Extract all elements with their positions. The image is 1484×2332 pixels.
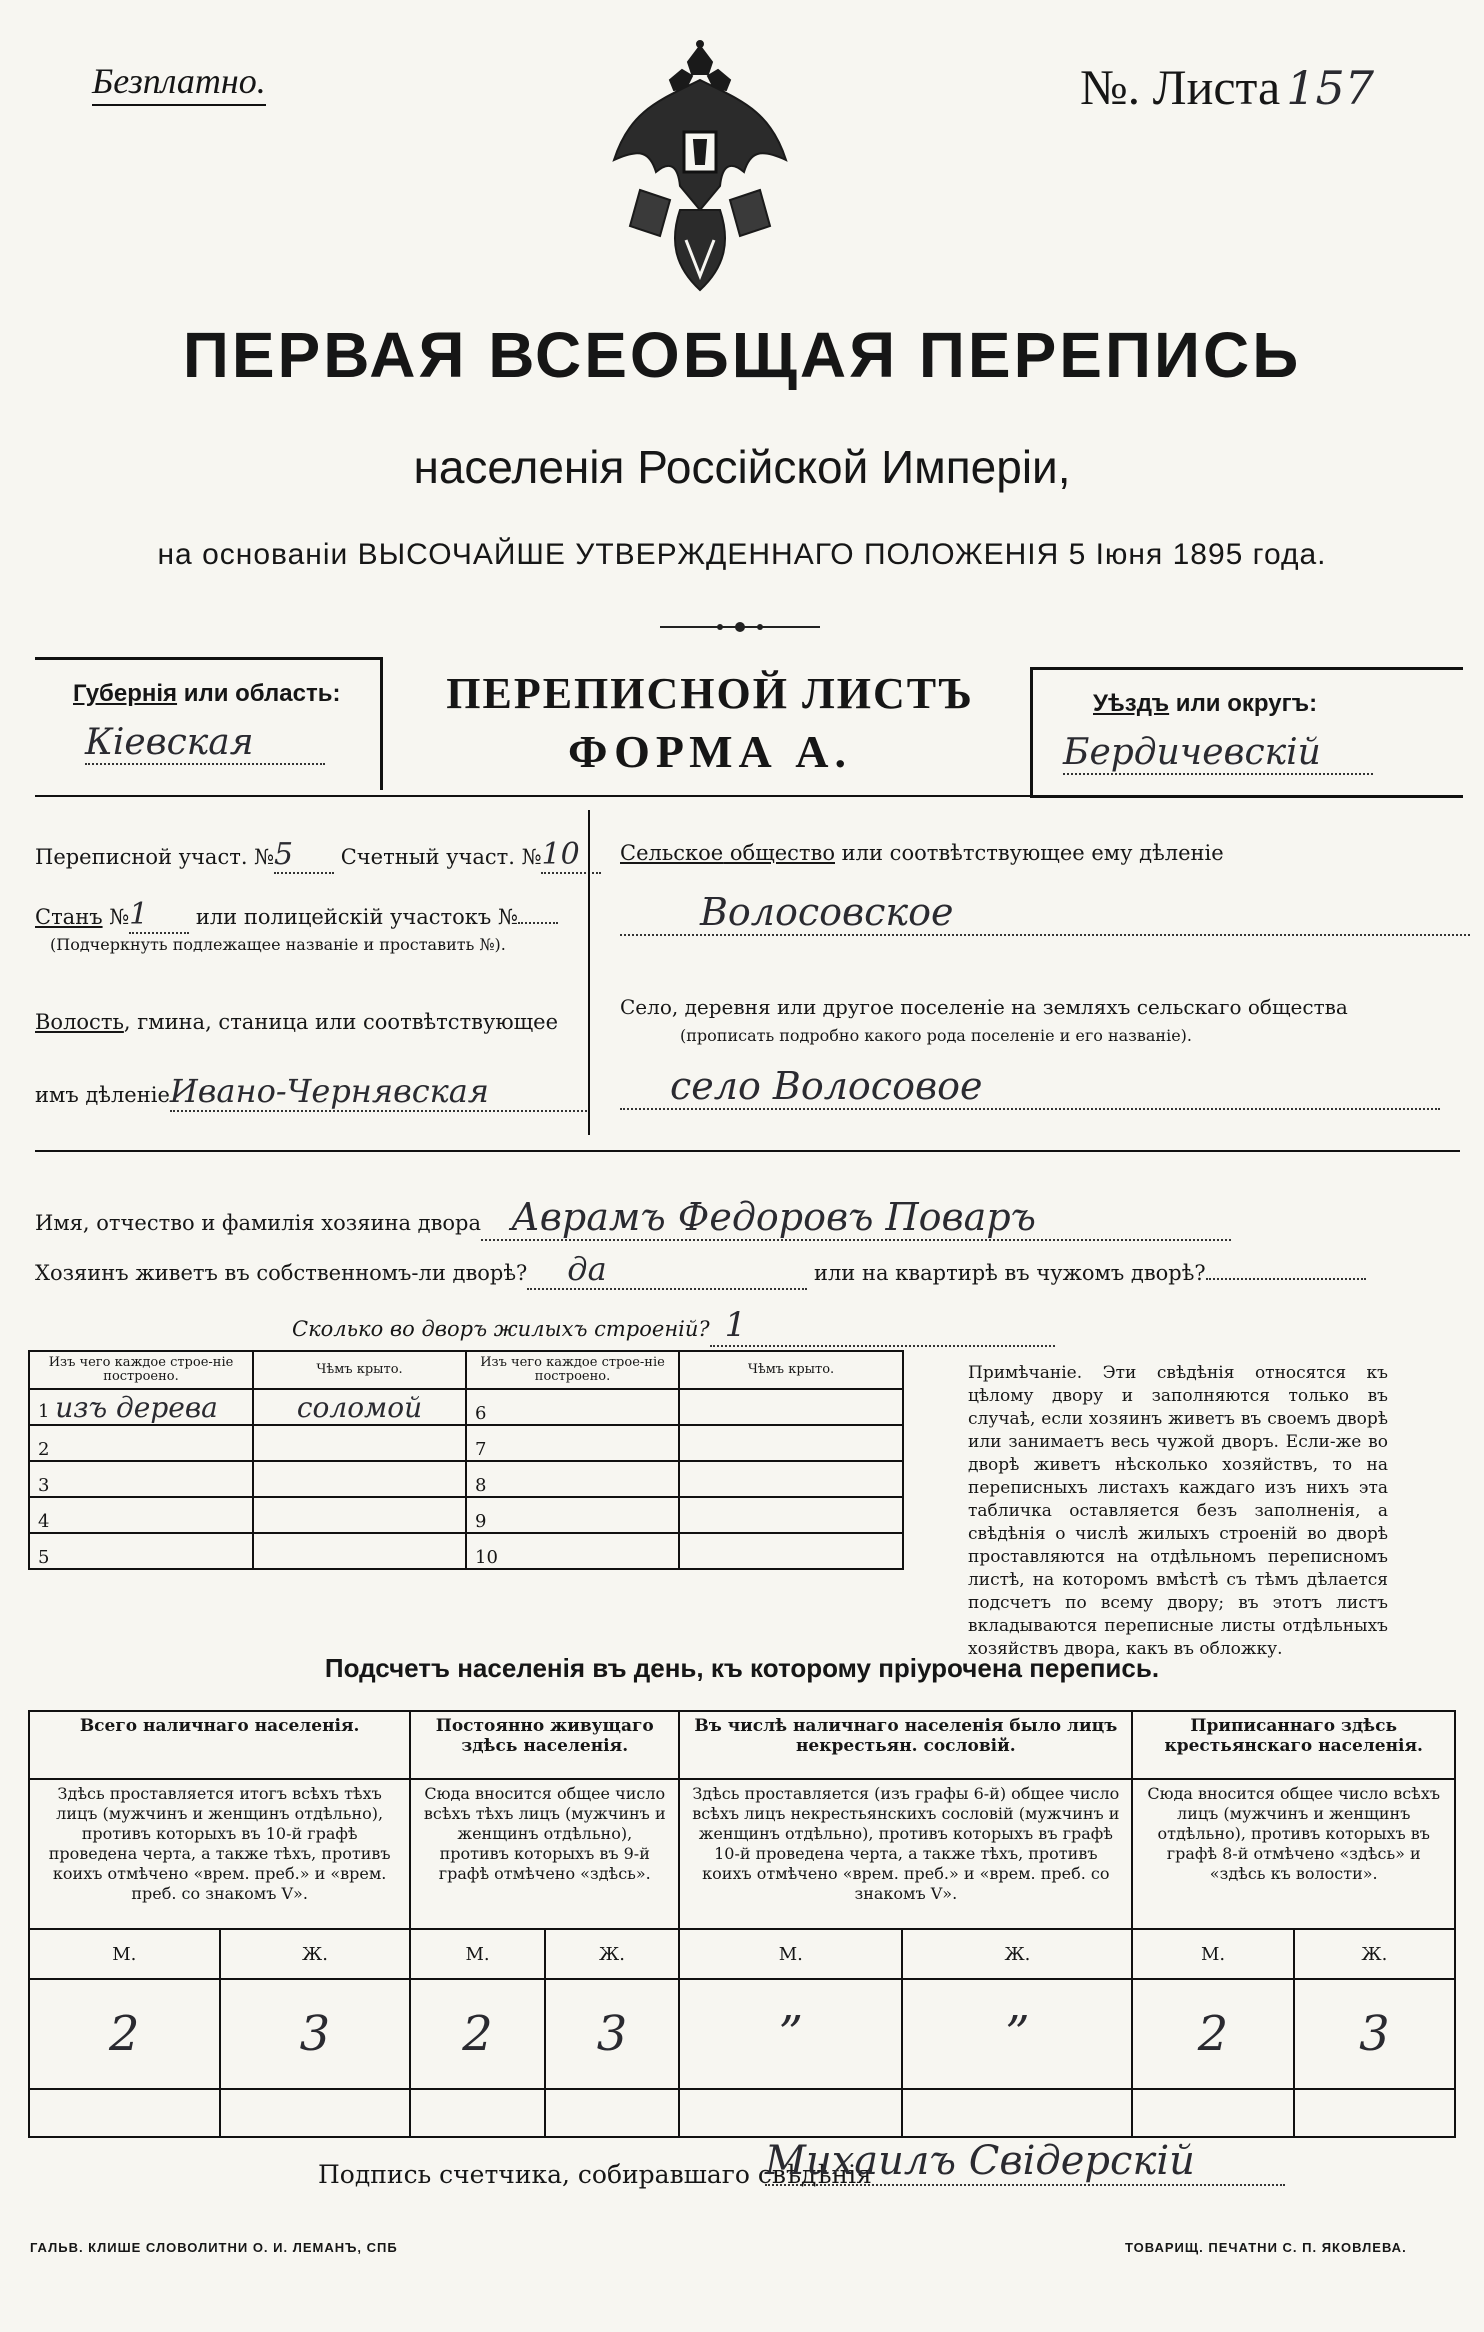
material-1: 1 изъ дерева — [29, 1389, 253, 1425]
population-sex-row — [29, 1929, 1455, 1979]
owner-name-value: Аврамъ Федоровъ Поваръ — [481, 1195, 1231, 1241]
selo-note: (прописать подробно какого рода поселеніе и его названіе). — [680, 1026, 1192, 1045]
schet-value: 10 — [541, 837, 601, 874]
material-3: 3 — [29, 1461, 253, 1497]
owner-lives-value: да — [527, 1250, 807, 1290]
sex-f-3: Ж. — [902, 1929, 1132, 1979]
uezd-box — [1030, 667, 1463, 798]
material-5: 5 — [29, 1533, 253, 1569]
uezd-label: Уѣздъ или округъ: — [1093, 690, 1318, 717]
volost-value: Ивано-Чернявская — [170, 1072, 590, 1112]
volost-line-2: имъ дѣленіеИвано-Чернявская — [35, 1072, 590, 1112]
stan-row: Станъ №1 или полицейскій участокъ № — [35, 897, 558, 934]
population-desc-row — [29, 1779, 1455, 1929]
pop-head-permanent: Постоянно живущаго здѣсь населенія. — [410, 1711, 679, 1779]
legal-basis: на основаніи ВЫСОЧАЙШЕ УТВЕРЖДЕННАГО ПОЛОЖЕНІЯ 5 Іюня 1895 года. — [157, 538, 1327, 571]
guberniya-label: Губернія или область: — [73, 680, 341, 707]
signature-label: Подпись счетчика, собиравшаго свѣдѣнія — [318, 2160, 872, 2189]
fields-separator — [35, 1150, 1460, 1152]
population-title: Подсчетъ населенія въ день, къ которому пріурочена перепись. — [324, 1653, 1160, 1683]
roof-4 — [253, 1497, 466, 1533]
obshchestvo-value: Волосовское — [620, 890, 1470, 936]
roof-7 — [679, 1425, 903, 1461]
roof-1: соломой — [253, 1389, 466, 1425]
population-value-row — [29, 1979, 1455, 2089]
sheet-number-value: 157 — [1286, 61, 1374, 115]
value-m-permanent: 2 — [410, 1979, 544, 2089]
population-table — [28, 1710, 1456, 2138]
roof-2 — [253, 1425, 466, 1461]
buildings-row-1 — [29, 1389, 903, 1425]
stan-note: (Подчеркнуть подлежащее названіе и проставить №). — [50, 935, 506, 954]
buildings-row-3 — [29, 1461, 903, 1497]
buildings-count-row: Сколько во дворъ жилыхъ строеній? 1 — [292, 1305, 1055, 1347]
buildings-header-row — [29, 1351, 903, 1389]
sex-m-3: М. — [679, 1929, 902, 1979]
buildings-note: Примѣчаніе. Эти свѣдѣнія относятся къ цѣлому двору и заполняются только въ случаѣ, если хозяинъ живетъ въ своемъ дворѣ или занимаетъ весь чужой дворъ. Если-же во дворѣ живетъ нѣсколько хозяйствъ, то на переписныхъ листахъ каждаго изъ нихъ эта табличка оставляется безъ заполненія, а свѣдѣнія о числѣ жилыхъ строеній во дворѣ проставляются на отдѣльномъ переписномъ листѣ, на которомъ вмѣстѣ съ тѣмъ дѣлается подсчетъ по всему двору; въ этотъ листъ вкладываются переписные листы отдѣльныхъ хозяйствъ двора, какъ въ обложку. — [968, 1363, 1388, 1659]
sex-m-2: М. — [410, 1929, 544, 1979]
population-header-row — [29, 1711, 1455, 1779]
material-2: 2 — [29, 1425, 253, 1461]
header-separator — [35, 795, 1460, 797]
pop-desc-non-peasant: Здѣсь проставляется (изъ графы 6-й) общее число всѣхъ лицъ некрестьянскихъ сословій (мужчинъ и женщинъ отдѣльно), противъ которыхъ въ графѣ 10-й проведена черта, а также тѣхъ, противъ коихъ отмѣчено «врем. преб.» и «врем. преб. со знакомъ V». — [679, 1779, 1132, 1929]
material-10: 10 — [466, 1533, 679, 1569]
sex-m-4: М. — [1132, 1929, 1293, 1979]
material-9: 9 — [466, 1497, 679, 1533]
col-roof-right: Чѣмъ крыто. — [679, 1351, 903, 1389]
volost-line-1: Волость, гмина, станица или соотвѣтствующее — [35, 1010, 559, 1034]
pop-desc-registered-peasant: Сюда вносится общее число всѣхъ лицъ (мужчинъ и женщинъ отдѣльно), противъ которыхъ въ графѣ 8-й отмѣчено «здѣсь» и «здѣсь къ волости». — [1132, 1779, 1455, 1929]
pop-head-total: Всего наличнаго населенія. — [29, 1711, 410, 1779]
material-7: 7 — [466, 1425, 679, 1461]
selo-label: Село, деревня или другое поселеніе на земляхъ сельскаго общества — [620, 995, 1348, 1019]
guberniya-value: Кіевская — [85, 722, 325, 765]
imprint-left: ГАЛЬВ. КЛИШЕ СЛОВОЛИТНИ О. И. ЛЕМАНЪ, СПБ — [30, 2240, 398, 2255]
roof-8 — [679, 1461, 903, 1497]
value-f-total: 3 — [220, 1979, 411, 2089]
imprint-right: ТОВАРИЩ. ПЕЧАТНИ С. П. ЯКОВЛЕВА. — [1125, 2240, 1407, 2255]
census-title: ПЕРВАЯ ВСЕОБЩАЯ ПЕРЕПИСЬ — [182, 319, 1302, 391]
sex-f-1: Ж. — [220, 1929, 411, 1979]
ornament-divider — [660, 617, 820, 642]
roof-5 — [253, 1533, 466, 1569]
roof-3 — [253, 1461, 466, 1497]
signature-value: Михаилъ Свідерскій — [765, 2138, 1285, 2186]
sex-m-1: М. — [29, 1929, 220, 1979]
value-f-permanent: 3 — [545, 1979, 679, 2089]
roof-10 — [679, 1533, 903, 1569]
col-material-left: Изъ чего каждое строе-ніе построено. — [29, 1351, 253, 1389]
form-title: ПЕРЕПИСНОЙ ЛИСТЪ — [446, 669, 974, 718]
sheet-number-label: №. Листа — [1079, 59, 1281, 115]
buildings-row-5 — [29, 1533, 903, 1569]
obshchestvo-row: Сельское общество или соотвѣтствующее ему дѣленіе — [620, 841, 1224, 865]
field-divider — [588, 810, 590, 1135]
census-subtitle: населенія Россійской Имперіи, — [413, 441, 1071, 493]
free-of-charge-label: Безплатно. — [92, 60, 266, 106]
guberniya-box — [35, 657, 383, 790]
sheet-number — [1080, 58, 1374, 116]
form-code: ФОРМА А. — [568, 726, 852, 777]
value-m-total: 2 — [29, 1979, 220, 2089]
value-f-non-peasant: ” — [902, 1979, 1132, 2089]
buildings-row-4 — [29, 1497, 903, 1533]
perepis-row: Переписной участ. №5 Счетный участ. №10 — [35, 837, 601, 874]
material-4: 4 — [29, 1497, 253, 1533]
pop-head-non-peasant: Въ числѣ наличнаго населенія было лицъ некрестьян. сословій. — [679, 1711, 1132, 1779]
stan-value: 1 — [129, 897, 189, 934]
owner-lives-row: Хозяинъ живетъ въ собственномъ-ли дворѣ? да или на квартирѣ въ чужомъ дворѣ? — [35, 1250, 1366, 1290]
buildings-row-2 — [29, 1425, 903, 1461]
pop-desc-permanent: Сюда вносится общее число всѣхъ тѣхъ лицъ (мужчинъ и женщинъ отдѣльно), противъ которыхъ въ 9-й графѣ отмѣчено «здѣсь». — [410, 1779, 679, 1929]
pop-head-registered-peasant: Приписаннаго здѣсь крестьянскаго населенія. — [1132, 1711, 1455, 1779]
sex-f-4: Ж. — [1294, 1929, 1455, 1979]
roof-9 — [679, 1497, 903, 1533]
sex-f-2: Ж. — [545, 1929, 679, 1979]
value-m-registered-peasant: 2 — [1132, 1979, 1293, 2089]
col-roof-left: Чѣмъ крыто. — [253, 1351, 466, 1389]
value-m-non-peasant: ” — [679, 1979, 902, 2089]
double-headed-eagle-emblem — [600, 40, 800, 295]
perepis-value: 5 — [274, 837, 334, 874]
buildings-table — [28, 1350, 904, 1570]
uezd-value: Бердичевскій — [1063, 732, 1373, 775]
col-material-right: Изъ чего каждое строе-ніе построено. — [466, 1351, 679, 1389]
value-f-registered-peasant: 3 — [1294, 1979, 1455, 2089]
pop-desc-total: Здѣсь проставляется итогъ всѣхъ тѣхъ лицъ (мужчинъ и женщинъ отдѣльно), противъ которыхъ въ 10-й графѣ проведена черта, а также тѣхъ, противъ коихъ отмѣчено «врем. преб.» и «врем. преб. со знакомъ V». — [29, 1779, 410, 1929]
material-6: 6 — [466, 1389, 679, 1425]
population-gap-row — [29, 2089, 1455, 2137]
material-8: 8 — [466, 1461, 679, 1497]
roof-6 — [679, 1389, 903, 1425]
owner-name-row: Имя, отчество и фамилія хозяина двора Аврамъ Федоровъ Поваръ — [35, 1195, 1231, 1241]
buildings-count-value: 1 — [710, 1305, 1055, 1347]
selo-value: село Волосовое — [620, 1064, 1440, 1110]
